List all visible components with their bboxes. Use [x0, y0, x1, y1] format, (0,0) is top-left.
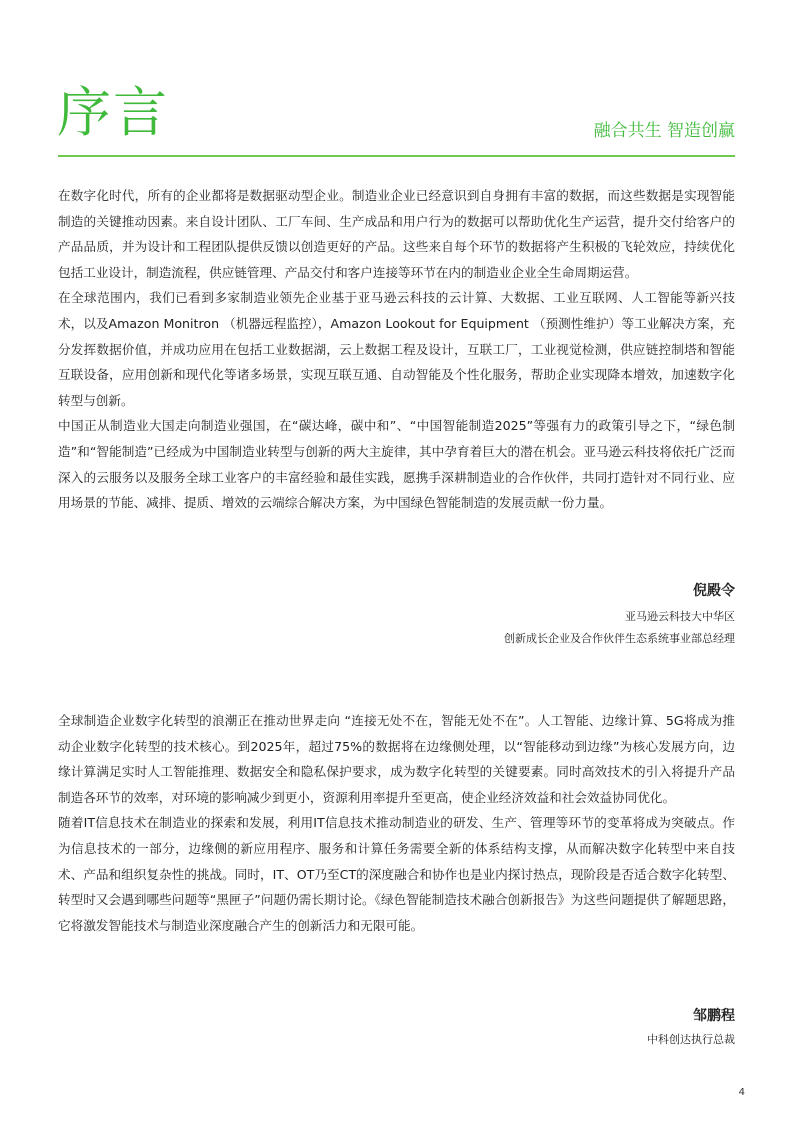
signer-name: 倪殿令 [693, 583, 735, 599]
section2-signature [647, 1005, 735, 1051]
signer-name: 邹鹏程 [693, 1008, 735, 1024]
page-number: 4 [738, 1087, 745, 1098]
page-subtitle: 融合共生 智造创赢 [593, 121, 735, 141]
page-title: 序言 [57, 81, 169, 144]
paragraph: 全球制造企业数字化转型的浪潮正在推动世界走向 “连接无处不在，智能无处不在”。人工智能、边缘计算、5G将成为推动企业数字化转型的技术核心。到2025年，超过75%的数据将在边缘侧处理，以“智能移动到边缘”为核心发展方向，边缘计算满足实时人工智能推理、数据安全和隐私保护要求，成为数字化转型的关键要素。同时高效技术的引入将提升产品制造各环节的效率，对环境的影响减少到更小，资源利用率提升至更高，使企业经济效益和社会效益协同优化。 [58, 713, 735, 805]
section2-body [58, 708, 735, 938]
paragraph: 在全球范围内，我们已看到多家制造业领先企业基于亚马逊云科技的云计算、大数据、工业互联网、人工智能等新兴技术，以及Amazon Monitron （机器远程监控），Amazon Lookout for Equipment （预测性维护）等工业解决方案，充分发挥数据价值，并成功应用在包括工业数据湖，云上数据工程及设计，互联工厂，工业视觉检测，供应链控制塔和智能互联设备，应用创新和现代化等诸多场景，实现互联互通、自动智能及个性化服务，帮助企业实现降本增效，加速数字化转型与创新。 [58, 290, 735, 408]
section1-body [58, 183, 735, 516]
signer-role: 中科创达执行总裁 [647, 1033, 735, 1046]
paragraph: 中国正从制造业大国走向制造业强国，在“碳达峰，碳中和”、“中国智能制造2025”等强有力的政策引导之下，“绿色制造”和“智能制造”已经成为中国制造业转型与创新的两大主旋律，其中孕育着巨大的潜在机会。亚马逊云科技将依托广泛而深入的云服务以及服务全球工业客户的丰富经验和最佳实践，愿携手深耕制造业的合作伙伴，共同打造针对不同行业、应用场景的节能、减排、提质、增效的云端综合解决方案，为中国绿色智能制造的发展贡献一份力量。 [58, 418, 735, 511]
paragraph: 随着IT信息技术在制造业的探索和发展，利用IT信息技术推动制造业的研发、生产、管理等环节的变革将成为突破点。作为信息技术的一部分，边缘侧的新应用程序、服务和计算任务需要全新的体系结构支撑，从而解决数字化转型中来自技术、产品和组织复杂性的挑战。同时，IT、OT乃至CT的深度融合和协作也是业内探讨热点，现阶段是否适合数字化转型、转型时又会遇到哪些问题等“黑匣子”问题仍需长期讨论。《绿色智能制造技术融合创新报告》为这些问题提供了解题思路，它将激发智能技术与制造业深度融合产生的创新活力和无限可能。 [58, 815, 735, 933]
signer-org: 亚马逊云科技大中华区 [625, 610, 735, 623]
section1-signature [504, 580, 735, 650]
paragraph: 在数字化时代，所有的企业都将是数据驱动型企业。制造业企业已经意识到自身拥有丰富的数据，而这些数据是实现智能制造的关键推动因素。来自设计团队、工厂车间、生产成品和用户行为的数据可以帮助优化生产运营，提升交付给客户的产品品质，并为设计和工程团队提供反馈以创造更好的产品。这些来自每个环节的数据将产生积极的飞轮效应，持续优化包括工业设计，制造流程，供应链管理、产品交付和客户连接等环节在内的制造业企业全生命周期运营。 [58, 188, 735, 280]
title-divider [58, 155, 735, 157]
signer-role: 创新成长企业及合作伙伴生态系统事业部总经理 [504, 632, 735, 645]
